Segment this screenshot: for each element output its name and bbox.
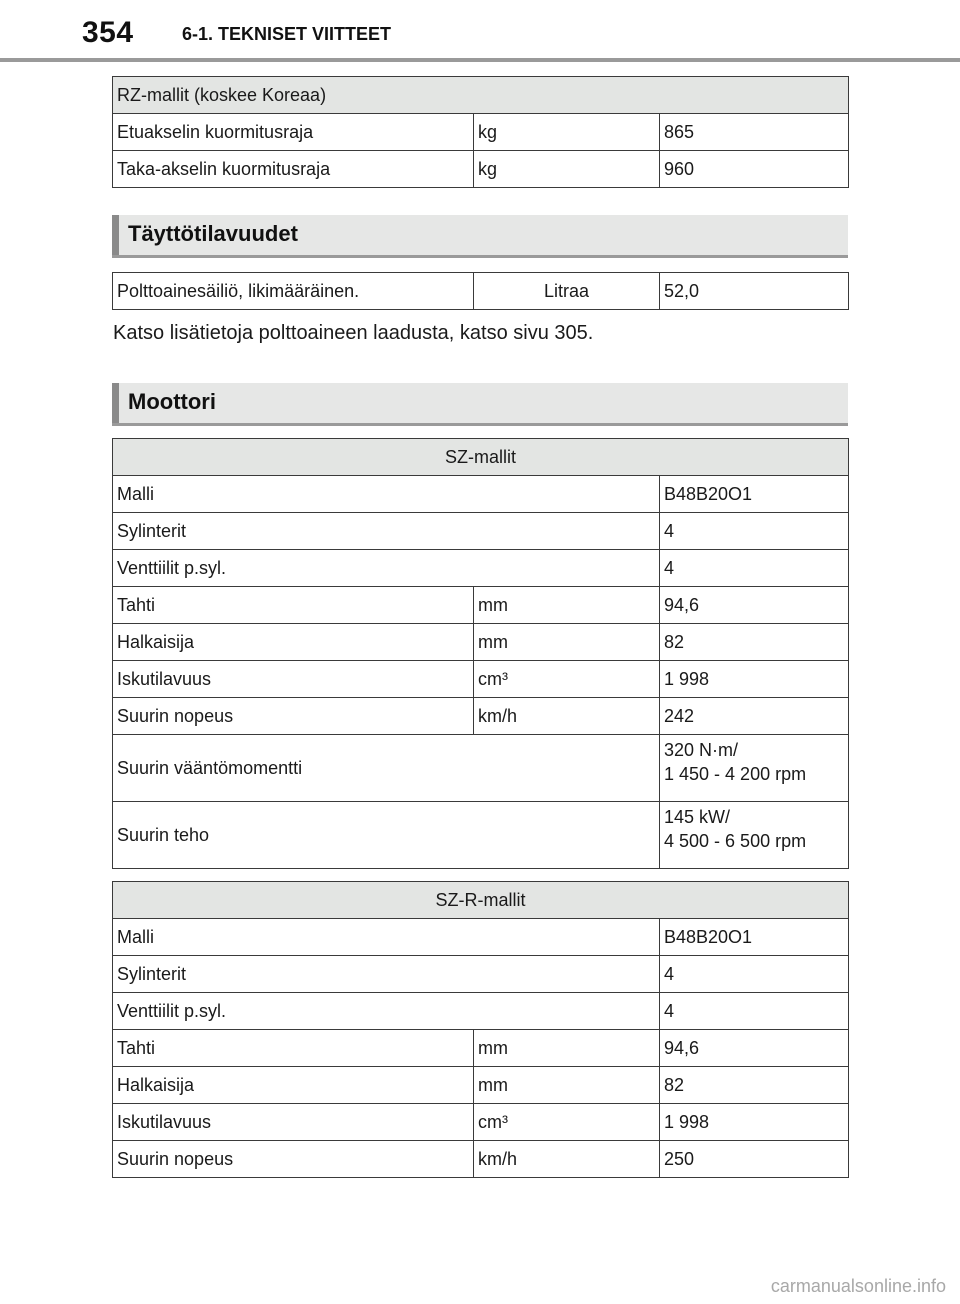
rz-load-table — [112, 76, 849, 188]
row-value: B48B20O1 — [660, 476, 849, 513]
row-label: Suurin nopeus — [113, 698, 474, 735]
row-label: Halkaisija — [113, 624, 474, 661]
row-label: Malli — [113, 919, 660, 956]
row-value — [660, 735, 849, 802]
table-row — [113, 661, 849, 698]
row-value: 4 — [660, 956, 849, 993]
table-title-row — [113, 882, 849, 919]
row-value: 4 — [660, 550, 849, 587]
row-label: Suurin nopeus — [113, 1141, 474, 1178]
row-value: B48B20O1 — [660, 919, 849, 956]
page-number: 354 — [82, 16, 134, 49]
fuel-note: Katso lisätietoja polttoaineen laadusta, katso sivu 305. — [113, 322, 594, 344]
row-value: 960 — [660, 151, 849, 188]
value-line: 1 450 - 4 200 rpm — [664, 764, 807, 784]
table-title-row — [113, 77, 849, 114]
row-unit: kg — [474, 151, 660, 188]
row-label: Venttiilit p.syl. — [113, 993, 660, 1030]
row-value: 1 998 — [660, 661, 849, 698]
section-accent — [112, 215, 119, 255]
row-unit: cm³ — [474, 1104, 660, 1141]
section-heading-fill — [112, 215, 848, 258]
value-line: 4 500 - 6 500 rpm — [664, 831, 807, 851]
table-row — [113, 956, 849, 993]
table-row — [113, 273, 849, 310]
row-label: Malli — [113, 476, 660, 513]
row-unit: kg — [474, 114, 660, 151]
row-label: Etuakselin kuormitusraja — [113, 114, 474, 151]
row-label: Taka-akselin kuormitusraja — [113, 151, 474, 188]
row-unit: km/h — [474, 1141, 660, 1178]
table-row — [113, 151, 849, 188]
sz-engine-table — [112, 438, 849, 869]
szr-engine-table — [112, 881, 849, 1178]
row-value: 4 — [660, 513, 849, 550]
row-label: Sylinterit — [113, 513, 660, 550]
row-label: Sylinterit — [113, 956, 660, 993]
row-unit: mm — [474, 1067, 660, 1104]
table-row — [113, 1067, 849, 1104]
row-value: 82 — [660, 624, 849, 661]
row-unit: mm — [474, 624, 660, 661]
table-row — [113, 919, 849, 956]
row-value: 1 998 — [660, 1104, 849, 1141]
section-heading-text: Täyttötilavuudet — [128, 221, 298, 246]
section-heading-engine — [112, 383, 848, 426]
row-label: Iskutilavuus — [113, 1104, 474, 1141]
row-value: 94,6 — [660, 1030, 849, 1067]
row-unit: km/h — [474, 698, 660, 735]
table-row — [113, 550, 849, 587]
row-label: Suurin vääntömomentti — [113, 735, 660, 802]
table-title: RZ-mallit (koskee Koreaa) — [113, 77, 849, 114]
table-row — [113, 735, 849, 802]
row-value — [660, 802, 849, 869]
row-label: Polttoainesäiliö, likimääräinen. — [113, 273, 474, 310]
fuel-capacity-table — [112, 272, 849, 310]
table-title: SZ-R-mallit — [113, 882, 849, 919]
row-label: Venttiilit p.syl. — [113, 550, 660, 587]
value-line: 320 N·m/ — [664, 740, 739, 760]
row-value: 865 — [660, 114, 849, 151]
row-value: 94,6 — [660, 587, 849, 624]
table-row — [113, 1104, 849, 1141]
header-rule — [0, 58, 960, 62]
table-title-row — [113, 439, 849, 476]
row-unit: Litraa — [474, 273, 660, 310]
table-row — [113, 476, 849, 513]
row-value: 4 — [660, 993, 849, 1030]
row-value: 242 — [660, 698, 849, 735]
table-row — [113, 587, 849, 624]
row-unit: mm — [474, 1030, 660, 1067]
row-unit: mm — [474, 587, 660, 624]
table-row — [113, 698, 849, 735]
table-row — [113, 624, 849, 661]
table-row — [113, 1141, 849, 1178]
table-row — [113, 513, 849, 550]
section-accent — [112, 383, 119, 423]
row-label: Suurin teho — [113, 802, 660, 869]
table-row — [113, 1030, 849, 1067]
row-value: 82 — [660, 1067, 849, 1104]
page-header — [0, 0, 960, 62]
row-label: Tahti — [113, 1030, 474, 1067]
row-label: Tahti — [113, 587, 474, 624]
row-value: 52,0 — [660, 273, 849, 310]
section-title: 6-1. TEKNISET VIITTEET — [182, 24, 392, 44]
row-unit: cm³ — [474, 661, 660, 698]
row-value: 250 — [660, 1141, 849, 1178]
table-row — [113, 993, 849, 1030]
row-label: Halkaisija — [113, 1067, 474, 1104]
table-title: SZ-mallit — [113, 439, 849, 476]
watermark: carmanualsonline.info — [770, 1276, 946, 1296]
section-heading-text: Moottori — [128, 389, 216, 414]
value-line: 145 kW/ — [664, 807, 731, 827]
table-row — [113, 114, 849, 151]
table-row — [113, 802, 849, 869]
row-label: Iskutilavuus — [113, 661, 474, 698]
